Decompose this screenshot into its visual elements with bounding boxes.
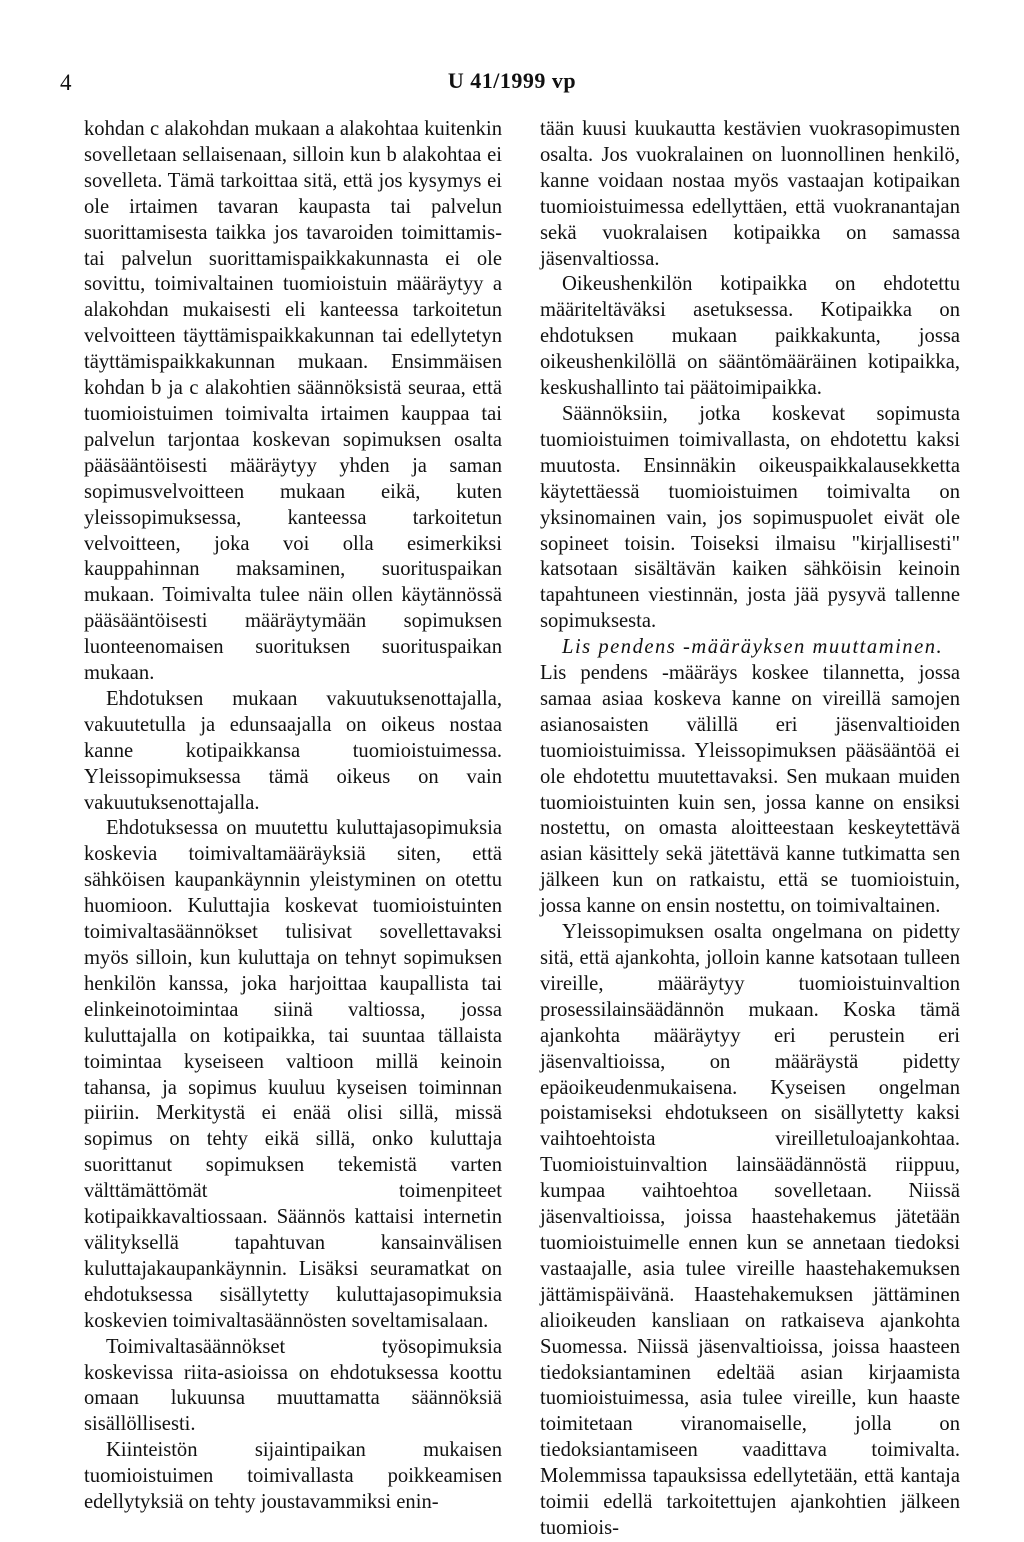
page-number: 4 xyxy=(60,70,72,95)
paragraph: kohdan c alakohdan mukaan a alakohtaa kuitenkin sovelletaan sellaisenaan, silloin kun b alakohtaa ei sovelleta. Tämä tarkoittaa sitä, että jos kysymys ei ole irtaimen tavaran kaupasta tai palvelun suorittamisesta taikka jos tavaroiden toimittamis- tai palvelun suorittamispaikkakunnasta ei ole sovittu, toimivaltainen tuomioistuin määräytyy a alakohdan mukaisesti eli kanteessa tarkoitetun velvoitteen täyttämispaikkakunnan tai edellytetyn täyttämispaikkakunnan mukaan. Ensimmäisen kohdan b ja c alakohtien säännöksistä seuraa, että tuomioistuimen toimivalta irtaimen kauppaa tai palvelun tarjontaa koskevan sopimuksen osalta pääsääntöisesti määräytyy yhden ja saman sopimusvelvoitteen mukaan eikä, kuten yleissopimuksessa, kanteessa tarkoitetun velvoitteen, joka voi olla esimerkiksi kauppahinnan maksaminen, suorituspaikan mukaan. Toimivalta tulee näin ollen käytännössä pääsääntöisesti määräytymään sopimuksen luonteenomaisen suorituksen suorituspaikan mukaan. xyxy=(84,118,502,685)
paragraph: Ehdotuksen mukaan vakuutuksenottajalla, vakuutetulla ja edunsaajalla on oikeus nostaa kanne kotipaikkansa tuomioistuimessa. Yleissopimuksessa tämä oikeus on vain vakuutuksenottajalla. xyxy=(84,687,502,814)
section-heading: Lis pendens -määräyksen muuttaminen. xyxy=(562,636,944,659)
paragraph: Oikeushenkilön kotipaikka on ehdotettu määriteltäväksi asetuksessa. Kotipaikka on ehdotuksen mukaan paikkakunta, jossa oikeushenkilöllä on sääntömääräinen kotipaikka, keskushallinto tai päätoimipaikka. xyxy=(540,273,960,400)
paragraph: Ehdotuksessa on muutettu kuluttajasopimuksia koskevia toimivaltamääräyksiä siten, että sähköisen kaupankäynnin yleistyminen on otettu huomioon. Kuluttajia koskevat tuomioistuinten toimivaltasäännökset tulisivat sovellettavaksi myös silloin, kun kuluttaja on tehnyt sopimuksen henkilön kanssa, joka harjoittaa kaupallista tai elinkeinotoimintaa siinä valtiossa, jossa kuluttajalla on kotipaikka, tai suuntaa tällaista toimintaa kyseiseen valtioon millä keinoin tahansa, ja sopimus kuuluu kyseisen toiminnan piiriin. Merkitystä ei enää olisi sillä, missä sopimus on tehty eikä sillä, onko kuluttaja suorittanut sopimuksen tekemistä varten välttämättömät toimenpiteet kotipaikkavaltiossaan. Säännös kattaisi internetin välityksellä tapahtuvan kansainvälisen kuluttajakaupankäynnin. Lisäksi seuramatkat on ehdotuksessa sisällytetty kuluttajasopimuksia koskevien toimivaltasäännösten soveltamisalaan. xyxy=(84,817,502,1332)
paragraph: Säännöksiin, jotka koskevat sopimusta tuomioistuimen toimivallasta, on ehdotettu kaksi muutosta. Ensinnäkin oikeuspaikkalausekketta käytettäessä tuomioistuimen toimivalta on yksinomainen vain, jos sopimuspuolet eivät ole sopineet toisin. Toiseksi ilmaisu "kirjallisesti" katsotaan sisältävän kaiken sähköisin keinoin tapahtuneen viestinnän, josta jää pysyvä tallenne sopimuksesta. xyxy=(540,402,960,633)
paragraph: tään kuusi kuukautta kestävien vuokrasopimusten osalta. Jos vuokralainen on luonnollinen henkilö, kanne voidaan nostaa myös vastaajan kotipaikan tuomioistuimessa edellyttäen, että vuokranantajan sekä vuokralaisen kotipaikka on samassa jäsenvaltiossa. xyxy=(540,118,960,270)
document-id: U 41/1999 vp xyxy=(447,68,577,93)
left-column xyxy=(84,117,502,1516)
right-column xyxy=(540,117,960,1542)
section-text: Lis pendens -määräys koskee tilannetta, jossa samaa asiaa koskeva kanne on vireillä samojen asianosaisten välillä eri jäsenvaltioiden tuomioistuimissa. Yleissopimuksen pääsääntöä ei ole ehdotettu muutettavaksi. Sen mukaan muiden tuomioistuinten kuin sen, jossa kanne on ensiksi nostettu, on omasta aloitteestaan keskeytettävä asian käsittely sekä jätettävä kanne tutkimatta sen jälkeen kun on ratkaistu, että se tuomioistuin, jossa kanne on ensin nostettu, on toimivaltainen. xyxy=(540,662,960,918)
paragraph: Toimivaltasäännökset työsopimuksia koskevissa riita-asioissa on ehdotuksessa koottu omaan lukuunsa muuttamatta säännöksiä sisällöllisesti. xyxy=(84,1335,502,1436)
paragraph: Yleissopimuksen osalta ongelmana on pidetty sitä, että ajankohta, jolloin kanne katsotaan tulleen vireille, määräytyy tuomioistuinvaltion prosessilainsäädännön mukaan. Koska tämä ajankohta määräytyy eri perustein eri jäsenvaltioissa, on määräystä pidetty epäoikeudenmukaisena. Kyseisen ongelman poistamiseksi ehdotukseen on sisällytetty kaksi vaihtoehtoista vireilletuloajankohtaa. Tuomioistuinvaltion lainsäädännöstä riippuu, kumpaa vaihtoehtoa sovelletaan. Niissä jäsenvaltioissa, joissa haastehakemus jätetään tuomioistuimelle ennen kun se annetaan tiedoksi vastaajalle, asia tulee vireille haastehakemuksen jättämispäivänä. Haastehakemuksen jättäminen alioikeuden kansliaan on ratkaiseva ajankohta Suomessa. Niissä jäsenvaltioissa, joissa haasteen tiedoksiantaminen edeltää asian kirjaamista tuomioistuimessa, asia tulee vireille, kun haaste toimitetaan viranomaiselle, jolla on tiedoksiantamiseen vaadittava toimivalta. Molemmissa tapauksissa edellytetään, että kantaja toimii edellä tarkoitettujen ajankohtien jälkeen tuomiois- xyxy=(540,921,960,1539)
paragraph: Kiinteistön sijaintipaikan mukaisen tuomioistuimen toimivallasta poikkeamisen edellytyksiä on tehty joustavammiksi enin- xyxy=(84,1439,502,1514)
paragraph-lis-pendens xyxy=(540,635,960,920)
